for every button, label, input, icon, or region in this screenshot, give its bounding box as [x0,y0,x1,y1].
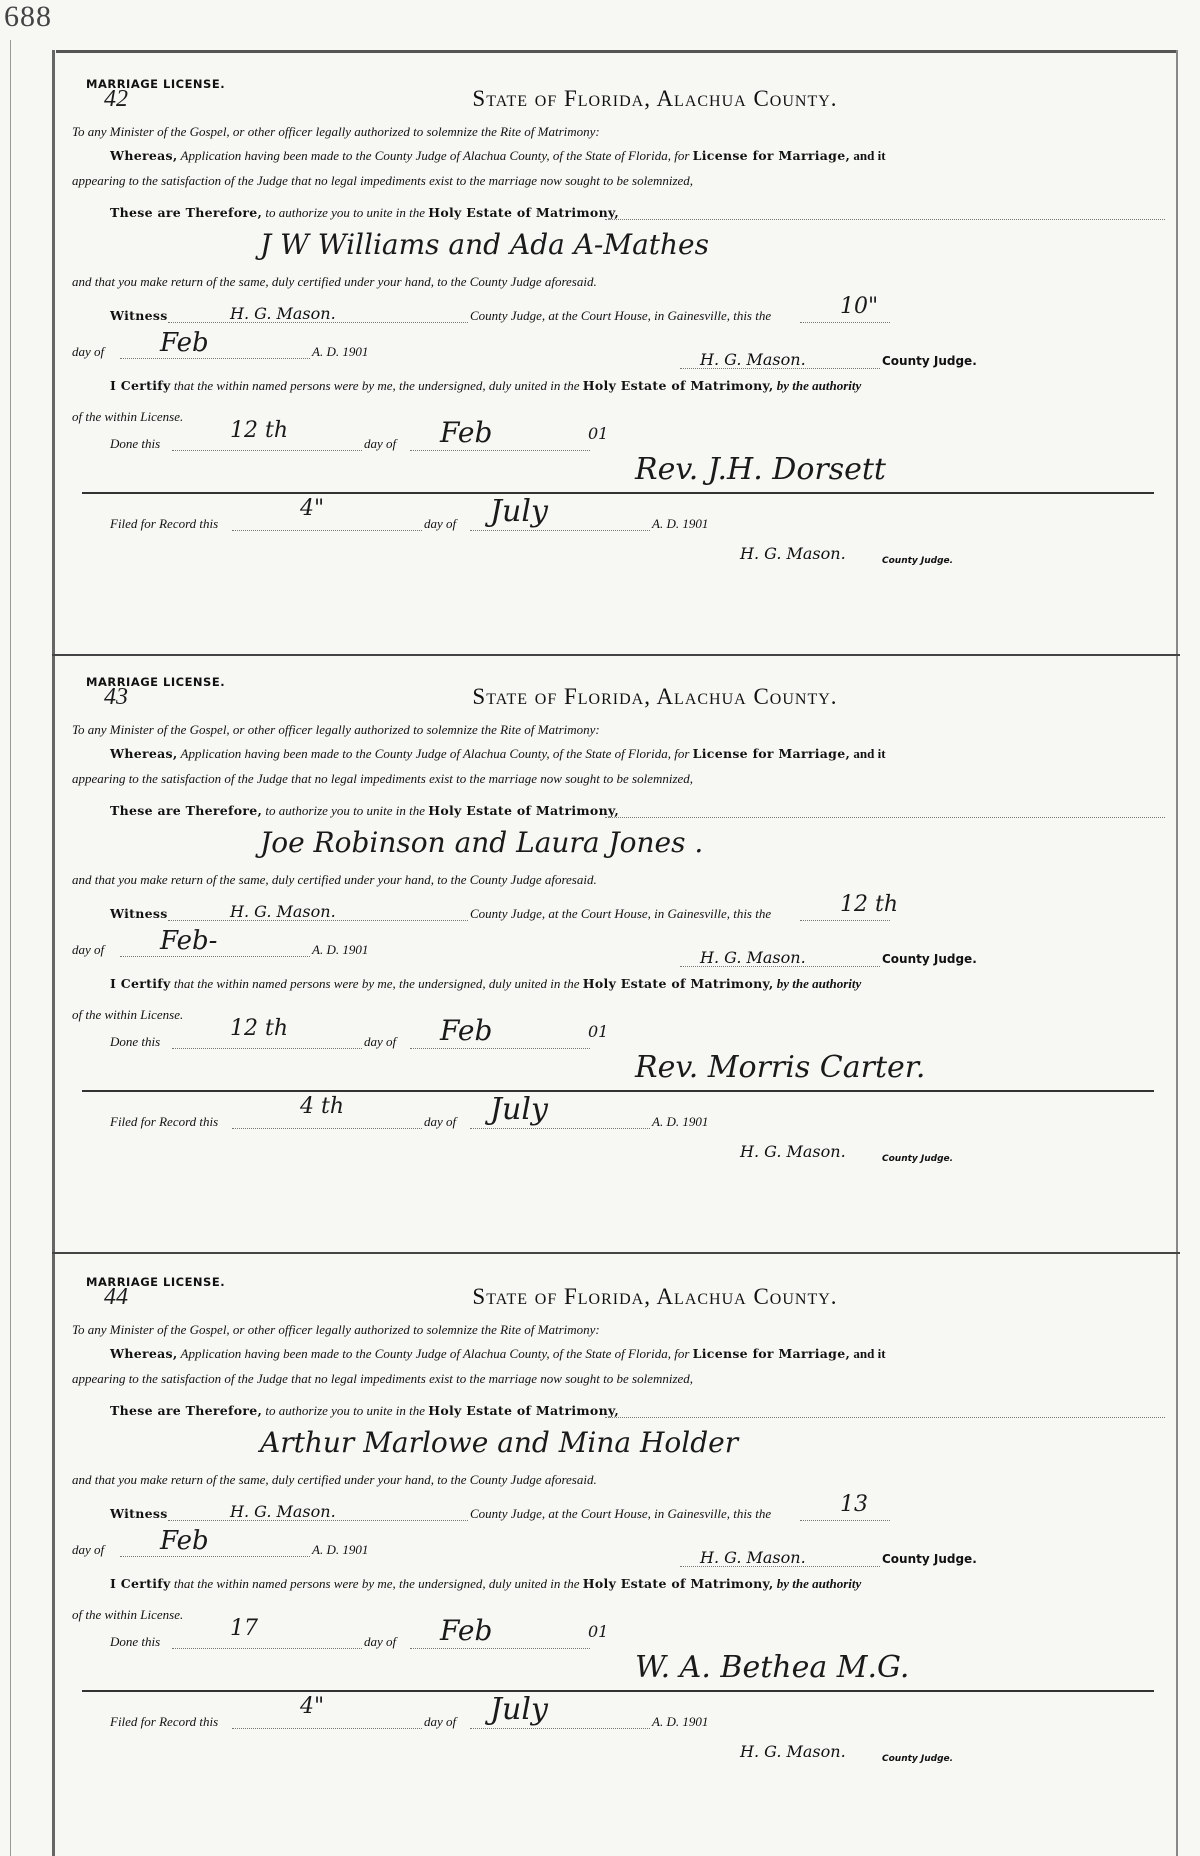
filed-ad-label [652,1114,708,1130]
authorize-text: to authorize you to unite in the [265,1403,426,1418]
filed-ad-label [652,516,708,532]
dotted-fill [680,1566,880,1567]
day-of-label: day of [72,344,105,359]
filed-day-of-label: day of [424,1114,457,1129]
day-of-label: day of [72,1542,105,1557]
section-divider [82,1090,1154,1092]
ad-label [312,942,368,958]
and-it: and it [853,148,886,163]
license-for-marriage: License for Marriage, [692,746,851,761]
dotted-fill [120,358,310,359]
done-day: 12 th [230,418,288,443]
certify-line [110,1576,861,1592]
done-month: Feb [440,416,493,449]
dotted-fill [680,966,880,967]
witness-word: Witness [110,1506,168,1521]
county-judge-small: County Judge. [882,1154,954,1164]
marriage-license-label: MARRIAGE LICENSE. [86,675,226,689]
issued-year: 01 [355,344,369,359]
these-are-therefore: These are Therefore, [110,1403,263,1418]
dotted-fill [800,322,890,323]
filed-day: 4" [300,496,325,521]
filed-ad-prefix: A. D. 19 [652,1114,696,1129]
officiant-signature: W. A. Bethea M.G. [635,1650,910,1685]
whereas-line [110,1346,886,1362]
judge-signature: H. G. Mason. [700,350,806,369]
i-certify: I Certify [110,976,171,991]
officiant-signature: Rev. J.H. Dorsett [635,452,886,487]
dotted-fill [232,1128,422,1129]
dotted-fill [120,1556,310,1557]
address-line: To any Minister of the Gospel, or other officer legally authorized to solemnize the Rite of Matrimony: [72,1322,600,1337]
left-margin-rule [52,50,55,1856]
dotted-fill [232,1728,422,1729]
dotted-fill [605,219,1165,220]
county-judge-label: County Judge. [882,952,977,966]
holy-estate-2: Holy Estate of Matrimony, [582,976,774,991]
filing-judge-signature: H. G. Mason. [740,544,846,563]
issued-day: 13 [840,1492,868,1517]
county-judge-small: County Judge. [882,1754,954,1764]
filed-day: 4 th [300,1094,344,1119]
dotted-fill [410,1648,590,1649]
section-divider [82,1690,1154,1692]
marriage-license-label: MARRIAGE LICENSE. [86,1275,226,1289]
top-rule [56,50,1176,53]
marriage-license-label: MARRIAGE LICENSE. [86,77,226,91]
filed-year: 01 [695,516,709,531]
return-line: and that you make return of the same, duly certified under your hand, to the County Judge aforesaid. [72,274,597,289]
done-month: Feb [440,1014,493,1047]
address-line: To any Minister of the Gospel, or other officer legally authorized to solemnize the Rite of Matrimony: [72,722,600,737]
state-title: State of Florida, Alachua County. [472,684,838,709]
within-license: of the within License. [72,1607,184,1622]
dotted-fill [800,1520,890,1521]
by-the-authority: by the authority [776,976,862,991]
license-for-marriage: License for Marriage, [692,148,851,163]
dotted-fill [172,1648,362,1649]
filed-ad-prefix: A. D. 19 [652,1714,696,1729]
filed-month: July [490,1092,548,1127]
filed-for-record-label: Filed for Record this [110,1714,219,1729]
judge-signature: H. G. Mason. [700,948,806,967]
dotted-fill [172,1048,362,1049]
witness-judge-name: H. G. Mason. [230,304,336,323]
dotted-fill [470,530,650,531]
dotted-fill [605,817,1165,818]
whereas-text: Application having been made to the County Judge of Alachua County, of the State of Florida, for [180,148,690,163]
dotted-fill [120,956,310,957]
done-year: 01 [588,1022,609,1041]
by-the-authority: by the authority [776,1576,862,1591]
license-number: 43 [104,684,128,710]
issued-day: 12 th [840,892,898,917]
witness-word: Witness [110,308,168,323]
license-number: 42 [104,86,128,112]
these-are-therefore: These are Therefore, [110,205,263,220]
dotted-fill [680,368,880,369]
section-divider [82,492,1154,494]
witness-label [110,906,168,922]
county-judge-court-text: County Judge, at the Court House, in Gainesville, this the [470,906,772,921]
parties-names: J W Williams and Ada A-Mathes [260,228,709,261]
certify-text: that the within named persons were by me, the undersigned, duly united in the [173,976,580,991]
issued-month: Feb [160,1526,209,1556]
authorize-text: to authorize you to unite in the [265,803,426,818]
witness-label [110,308,168,324]
filing-judge-signature: H. G. Mason. [740,1142,846,1161]
ad-prefix: A. D. 19 [312,942,356,957]
county-judge-label: County Judge. [882,354,977,368]
return-line: and that you make return of the same, duly certified under your hand, to the County Judge aforesaid. [72,1472,597,1487]
ad-label [312,1542,368,1558]
holy-estate: Holy Estate of Matrimony, [428,205,619,220]
dotted-fill [410,1048,590,1049]
parties-names: Joe Robinson and Laura Jones . [260,826,704,859]
filed-month: July [490,494,548,529]
county-judge-court-text: County Judge, at the Court House, in Gainesville, this the [470,1506,772,1521]
license-number: 44 [104,1284,128,1310]
dotted-fill [470,1128,650,1129]
judge-signature: H. G. Mason. [700,1548,806,1567]
officiant-signature: Rev. Morris Carter. [635,1050,926,1085]
holy-estate-2: Holy Estate of Matrimony, [582,1576,774,1591]
page-number: 688 [4,0,52,33]
certify-line [110,976,861,992]
within-license: of the within License. [72,409,184,424]
filed-for-record-label: Filed for Record this [110,516,219,531]
done-this-label: Done this [110,1634,161,1649]
i-certify: I Certify [110,378,171,393]
done-day-of-label: day of [364,436,397,451]
filed-for-record-label: Filed for Record this [110,1114,219,1129]
issued-month: Feb- [160,926,218,956]
parties-names: Arthur Marlowe and Mina Holder [260,1426,739,1459]
marriage-license-42 [60,56,1160,652]
whereas-text: Application having been made to the County Judge of Alachua County, of the State of Florida, for [180,1346,690,1361]
done-day-of-label: day of [364,1634,397,1649]
holy-estate: Holy Estate of Matrimony, [428,803,619,818]
filed-day-of-label: day of [424,516,457,531]
filed-day-of-label: day of [424,1714,457,1729]
marriage-license-44 [60,1254,1160,1850]
state-title: State of Florida, Alachua County. [472,1284,838,1309]
issued-day: 10" [840,294,879,319]
and-it: and it [853,1346,886,1361]
dotted-fill [172,450,362,451]
done-this-label: Done this [110,436,161,451]
whereas-word: Whereas, [110,746,178,761]
page-edge-line [10,40,11,1856]
issued-year: 01 [355,942,369,957]
witness-judge-name: H. G. Mason. [230,902,336,921]
county-judge-court-text: County Judge, at the Court House, in Gainesville, this the [470,308,772,323]
done-year: 01 [588,1622,609,1641]
filing-judge-signature: H. G. Mason. [740,1742,846,1761]
whereas-text: Application having been made to the County Judge of Alachua County, of the State of Florida, for [180,746,690,761]
and-it: and it [853,746,886,761]
whereas-word: Whereas, [110,148,178,163]
filed-year: 01 [695,1714,709,1729]
county-judge-small: County Judge. [882,556,954,566]
dotted-fill [410,450,590,451]
whereas-line [110,148,886,164]
holy-estate-2: Holy Estate of Matrimony, [582,378,774,393]
within-license: of the within License. [72,1007,184,1022]
authorize-text: to authorize you to unite in the [265,205,426,220]
witness-word: Witness [110,906,168,921]
certify-text: that the within named persons were by me, the undersigned, duly united in the [173,378,580,393]
marriage-license-43 [60,654,1160,1250]
ad-prefix: A. D. 19 [312,1542,356,1557]
filed-ad-prefix: A. D. 19 [652,516,696,531]
right-margin-rule [1176,50,1178,1856]
done-day-of-label: day of [364,1034,397,1049]
appearing-line: appearing to the satisfaction of the Judge that no legal impediments exist to the marriage now sought to be solemnized, [72,173,694,188]
dotted-fill [470,1728,650,1729]
whereas-word: Whereas, [110,1346,178,1361]
ad-prefix: A. D. 19 [312,344,356,359]
address-line: To any Minister of the Gospel, or other officer legally authorized to solemnize the Rite of Matrimony: [72,124,600,139]
whereas-line [110,746,886,762]
these-are-line [110,205,619,221]
issued-year: 01 [355,1542,369,1557]
appearing-line: appearing to the satisfaction of the Judge that no legal impediments exist to the marriage now sought to be solemnized, [72,771,694,786]
done-day: 12 th [230,1016,288,1041]
day-of-label: day of [72,942,105,957]
done-this-label: Done this [110,1034,161,1049]
filed-day: 4" [300,1694,325,1719]
done-year: 01 [588,424,609,443]
by-the-authority: by the authority [776,378,862,393]
ad-label [312,344,368,360]
these-are-line [110,1403,619,1419]
certify-line [110,378,861,394]
dotted-fill [232,530,422,531]
done-month: Feb [440,1614,493,1647]
certify-text: that the within named persons were by me, the undersigned, duly united in the [173,1576,580,1591]
county-judge-label: County Judge. [882,1552,977,1566]
filed-month: July [490,1692,548,1727]
i-certify: I Certify [110,1576,171,1591]
these-are-line [110,803,619,819]
license-for-marriage: License for Marriage, [692,1346,851,1361]
return-line: and that you make return of the same, duly certified under your hand, to the County Judge aforesaid. [72,872,597,887]
done-day: 17 [230,1616,258,1641]
appearing-line: appearing to the satisfaction of the Judge that no legal impediments exist to the marriage now sought to be solemnized, [72,1371,694,1386]
issued-month: Feb [160,328,209,358]
dotted-fill [605,1417,1165,1418]
state-title: State of Florida, Alachua County. [472,86,838,111]
witness-label [110,1506,168,1522]
witness-judge-name: H. G. Mason. [230,1502,336,1521]
dotted-fill [800,920,890,921]
these-are-therefore: These are Therefore, [110,803,263,818]
filed-year: 01 [695,1114,709,1129]
holy-estate: Holy Estate of Matrimony, [428,1403,619,1418]
filed-ad-label [652,1714,708,1730]
